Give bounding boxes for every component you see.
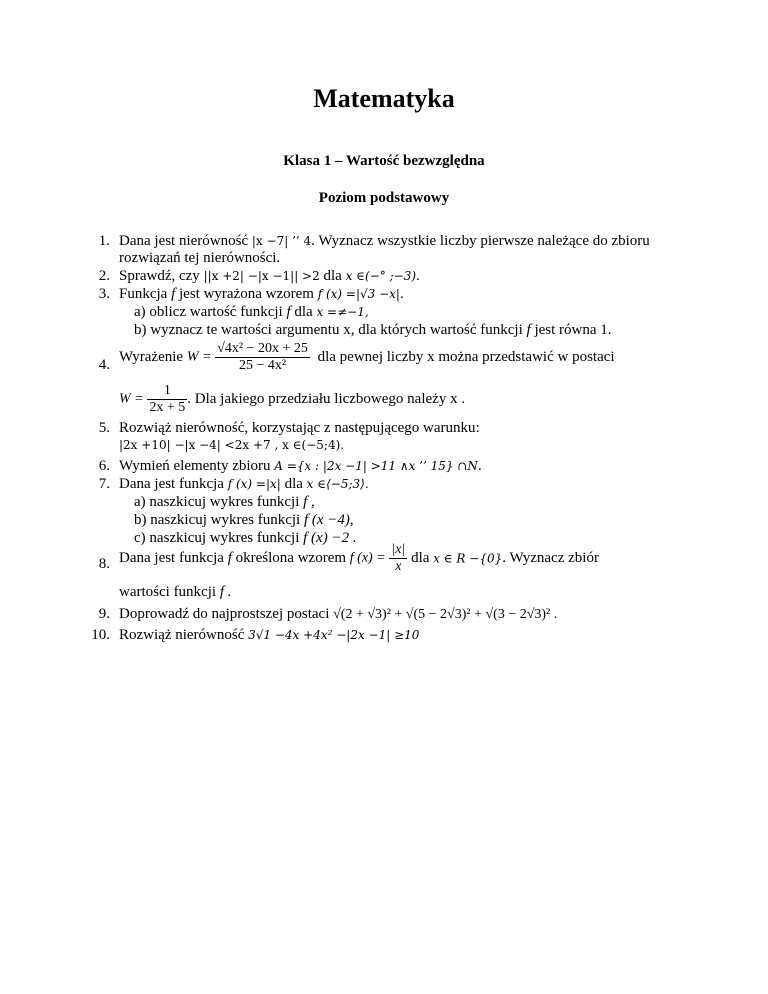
level-heading: Poziom podstawowy <box>318 190 450 206</box>
exercise-8 <box>119 542 599 575</box>
math-expression: x ∈(−° ;−3) <box>345 269 417 283</box>
exercise-text: naszkicuj wykres funkcji <box>149 530 300 546</box>
exercise-text: Wymień elementy zbioru <box>119 458 271 474</box>
page-subtitle: Klasa 1 – Wartość bezwzględna <box>283 153 485 169</box>
exercise-text: . <box>399 286 404 302</box>
math-expression: f (x) =|x| <box>227 477 281 491</box>
math-expression: 3√1 −4x +4x² −|2x −1| ≥10 <box>248 628 420 642</box>
exercise-7a <box>134 494 315 511</box>
math-expression: x ∈ R −{0} <box>433 551 503 566</box>
item-number: 9. <box>98 606 110 622</box>
exercise-text: . <box>416 268 420 284</box>
math-expression: f (x −4), <box>303 512 354 528</box>
exercise-text: . Wyznacz zbiór <box>502 550 599 566</box>
item-number: 5. <box>98 420 110 436</box>
exercise-7b <box>134 512 354 529</box>
math-expression: x ∈⟨−5;3⟩. <box>306 477 369 491</box>
exercise-9 <box>119 606 557 623</box>
fraction-denominator: 25 − 4x² <box>238 358 287 373</box>
math-expression: √(2 + √3)² + √(5 − 2√3)² + √(3 − 2√3)² . <box>333 607 558 622</box>
exercise-3a <box>134 304 369 321</box>
exercise-text: dla <box>284 476 303 492</box>
fraction-denominator: 2x + 5 <box>149 400 186 415</box>
sub-label: b) <box>134 512 147 528</box>
exercise-text: Funkcja <box>119 286 168 302</box>
exercise-text: Sprawdź, czy <box>119 268 200 284</box>
fraction-numerator: 1 <box>147 383 187 400</box>
exercise-text: jest równa 1. <box>534 322 612 338</box>
exercise-text: naszkicuj wykres funkcji <box>150 512 301 528</box>
exercise-text: dla <box>323 268 342 284</box>
exercise-4-cont <box>119 383 465 416</box>
item-number: 6. <box>98 458 110 474</box>
math-expression: f (x) =|√3 −x| <box>317 287 400 301</box>
item-number: 4. <box>98 357 110 373</box>
math-symbol: f . <box>219 584 232 600</box>
item-number: 8. <box>98 556 110 572</box>
sub-label: a) <box>134 304 146 320</box>
fraction <box>389 542 407 575</box>
math-symbol: f <box>526 322 531 338</box>
exercise-text: dla <box>411 550 430 566</box>
exercise-10 <box>119 627 419 644</box>
exercise-text: . Dla jakiego przedziału liczbowego należy x . <box>187 391 466 407</box>
math-expression: x =≠−1, <box>316 305 369 319</box>
exercise-text: Dana jest funkcja <box>119 550 224 566</box>
exercise-7 <box>119 476 369 493</box>
fraction <box>147 383 187 416</box>
exercise-text: wyznacz te wartości argumentu x, dla których wartość funkcji <box>150 322 523 338</box>
item-number: 10. <box>91 627 110 643</box>
exercise-text: wartości funkcji <box>119 584 217 600</box>
exercise-text: jest wyrażona wzorem <box>179 286 314 302</box>
math-symbol: W = <box>119 391 144 407</box>
exercise-text: określona wzorem <box>235 550 347 566</box>
math-symbol: f <box>227 550 232 566</box>
item-number: 7. <box>98 476 110 492</box>
math-expression: f , <box>303 494 315 510</box>
fraction-numerator: |x| <box>391 542 406 557</box>
exercise-text: naszkicuj wykres funkcji <box>149 494 300 510</box>
exercise-1 <box>119 233 650 250</box>
exercise-text: Dana jest funkcja <box>119 476 224 492</box>
sub-label: a) <box>134 494 146 510</box>
sub-label: c) <box>134 530 146 546</box>
exercise-3 <box>119 286 404 303</box>
math-symbol: f <box>171 286 176 302</box>
math-expression: f (x) −2 . <box>303 530 357 546</box>
sub-label: b) <box>134 322 147 338</box>
math-symbol: W = <box>186 349 212 365</box>
item-number: 3. <box>98 286 110 302</box>
exercise-4 <box>119 341 615 374</box>
exercise-2 <box>119 268 420 285</box>
math-symbol: f <box>286 304 291 320</box>
math-expression: A ={x : |2x −1| >11 ∧x ’’ 15} ∩N <box>274 459 478 473</box>
exercise-6 <box>119 458 482 475</box>
exercise-text: dla <box>294 304 313 320</box>
item-number: 1. <box>98 233 110 249</box>
fraction-numerator: √4x² − 20x + 25 <box>217 341 308 356</box>
fraction-denominator: x <box>395 559 402 574</box>
item-number: 2. <box>98 268 110 284</box>
page-title: Matematyka <box>313 84 455 113</box>
math-expression: ||x +2| −|x −1|| >2 <box>203 269 320 283</box>
fraction <box>215 341 310 374</box>
exercise-text: Doprowadź do najprostszej postaci <box>119 606 330 622</box>
exercise-text: Rozwiąż nierówność, korzystając z następującego warunku: <box>119 420 480 436</box>
exercise-8-cont <box>119 584 231 601</box>
math-symbol: f (x) = <box>349 550 386 566</box>
math-expression: |2x +10| −|x −4| <2x +7 , x ∈(−5;4). <box>119 438 345 452</box>
exercise-text: Dana jest nierówność <box>119 233 249 249</box>
exercise-text: dla pewnej liczby x można przedstawić w postaci <box>317 349 615 365</box>
exercise-text: Rozwiąż nierówność <box>119 627 245 643</box>
exercise-text: oblicz wartość funkcji <box>149 304 283 320</box>
exercise-text: Wyrażenie <box>119 349 184 365</box>
exercise-text: rozwiązań tej nierówności. <box>119 250 281 266</box>
exercise-text: . Wyznacz wszystkie liczby pierwsze należące do zbioru <box>311 233 650 249</box>
exercise-3b <box>134 322 612 339</box>
exercise-text: . <box>477 458 482 474</box>
math-expression: |x −7| ’’ 4 <box>251 234 312 248</box>
